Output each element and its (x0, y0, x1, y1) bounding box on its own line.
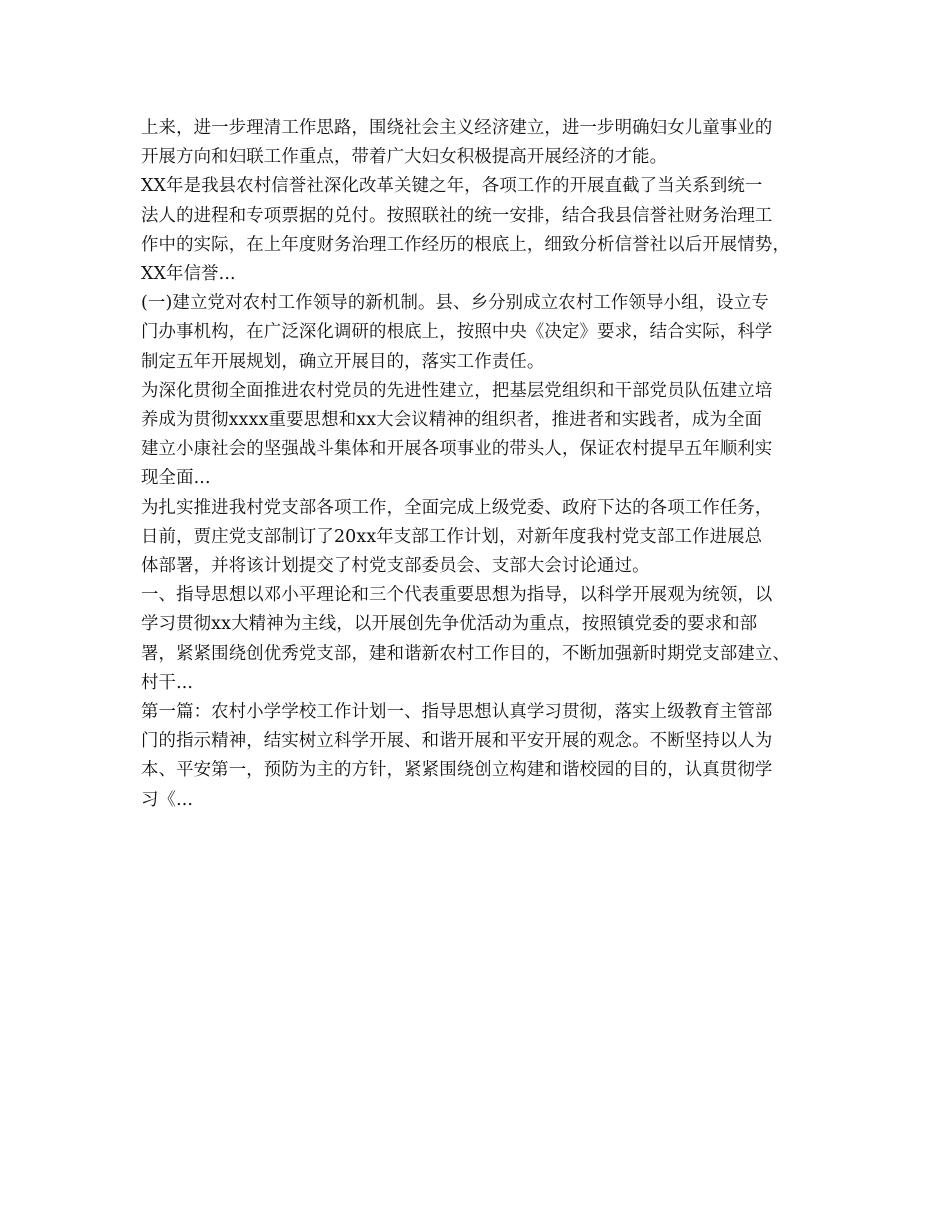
text-line-12: 建立小康社会的坚强战斗集体和开展各项事业的带头人，保证农村提早五年顺利实 (141, 439, 773, 460)
text-line-1: 上来，进一步理清工作思路，围绕社会主义经济建立，进一步明确妇女儿童事业的 (141, 118, 773, 138)
document-body (141, 114, 821, 815)
text-line-5: 作中的实际，在上年度财务治理工作经历的根底上，细致分析信誉社以后开展情势， (141, 234, 791, 255)
text-line-6: XX年信誉... (141, 264, 236, 285)
text-line-16: 体部署，并将该计划提交了村党支部委员会、支部大会讨论通过。 (141, 556, 650, 577)
text-line-15: 日前，贾庄党支部制订了20xx年支部工作计划，对新年度我村党支部工作进展总 (141, 526, 763, 547)
text-line-20: 村干... (141, 672, 194, 693)
text-line-11: 养成为贯彻xxxx重要思想和xx大会议精神的组织者，推进者和实践者，成为全面 (141, 410, 763, 431)
text-line-7: (一)建立党对农村工作领导的新机制。县、乡分别成立农村工作领导小组，设立专 (141, 293, 769, 314)
text-line-18: 学习贯彻xx大精神为主线，以开展创先争优活动为重点，按照镇党委的要求和部 (141, 614, 758, 635)
text-line-13: 现全面... (141, 468, 211, 489)
text-line-14: 为扎实推进我村党支部各项工作，全面完成上级党委、政府下达的各项工作任务， (141, 497, 773, 518)
text-line-23: 本、平安第一，预防为主的方针，紧紧围绕创立构建和谐校园的目的，认真贯彻学 (141, 760, 773, 781)
text-line-9: 制定五年开展规划，确立开展目的，落实工作责任。 (141, 351, 545, 372)
text-line-3: XX年是我县农村信誉社深化改革关键之年，各项工作的开展直截了当关系到统一 (141, 176, 763, 197)
text-line-17: 一、指导思想以邓小平理论和三个代表重要思想为指导，以科学开展观为统领，以 (141, 585, 773, 606)
text-line-2: 开展方向和妇联工作重点，带着广大妇女积极提高开展经济的才能。 (141, 147, 668, 168)
text-line-22: 门的指示精神，结实树立科学开展、和谐开展和平安开展的观念。不断坚持以人为 (141, 731, 773, 752)
text-line-8: 门办事机构，在广泛深化调研的根底上，按照中央《决定》要求，结合实际，科学 (141, 322, 773, 343)
text-line-4: 法人的进程和专项票据的兑付。按照联社的统一安排，结合我县信誉社财务治理工 (141, 205, 773, 226)
text-line-10: 为深化贯彻全面推进农村党员的先进性建立，把基层党组织和干部党员队伍建立培 (141, 380, 773, 401)
text-line-24: 习《... (141, 789, 194, 810)
text-line-19: 署，紧紧围绕创优秀党支部，建和谐新农村工作目的，不断加强新时期党支部建立、 (141, 643, 791, 664)
text-line-21: 第一篇：农村小学学校工作计划一、指导思想认真学习贯彻，落实上级教育主管部 (141, 702, 773, 723)
